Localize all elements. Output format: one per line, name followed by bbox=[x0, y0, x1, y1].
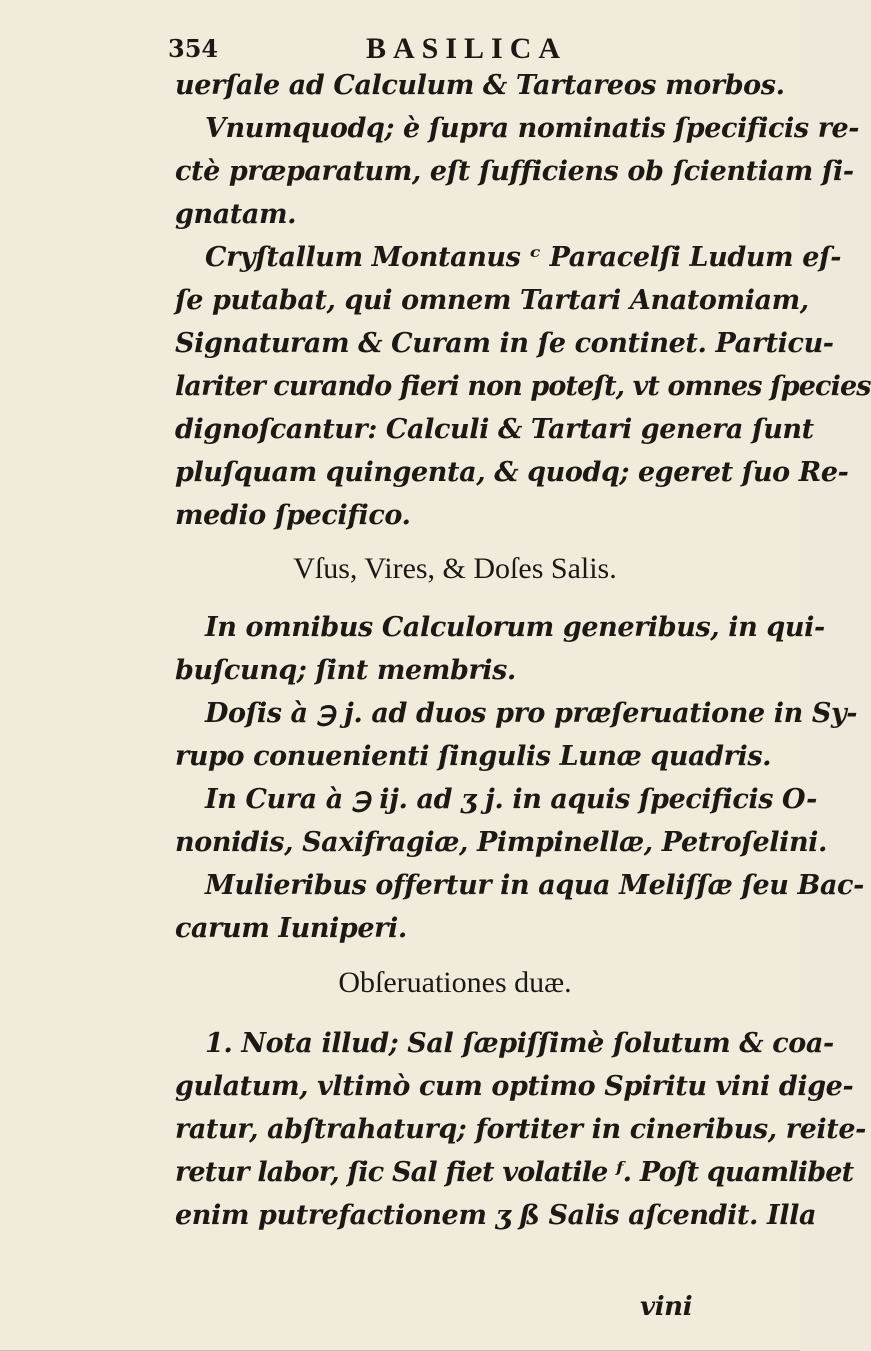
text-line: buſcunq; ſint membris. bbox=[175, 655, 516, 686]
text-line: dignoſcantur: Calculi & Tartari genera ſunt bbox=[175, 414, 814, 445]
running-title: BASILICA bbox=[366, 32, 568, 65]
text-line: Cryſtallum Montanus ᶜ Paracelſi Ludum eſ- bbox=[205, 242, 842, 273]
text-line: Vnumquodq; è ſupra nominatis ſpecificis re- bbox=[205, 113, 860, 144]
text-line: nonidis, Saxifragiæ, Pimpinellæ, Petroſelini. bbox=[175, 827, 828, 858]
text-line: lariter curando fieri non poteſt, vt omnes ſpecies bbox=[175, 371, 871, 402]
catchword: vini bbox=[640, 1292, 693, 1322]
text-line: pluſquam quingenta, & quodq; egeret ſuo Re- bbox=[175, 457, 849, 488]
text-line: Signaturam & Curam in ſe continet. Particu- bbox=[175, 328, 834, 359]
text-line: carum Iuniperi. bbox=[175, 913, 407, 944]
page-number: 354 bbox=[168, 34, 219, 63]
section-heading: Obſeruationes duæ. bbox=[338, 966, 572, 999]
text-line: ratur, abſtrahaturq; fortiter in cineribus, reite- bbox=[175, 1114, 866, 1145]
text-line: 1. Nota illud; Sal ſæpiſſimè ſolutum & coa- bbox=[205, 1028, 834, 1059]
page-header bbox=[0, 32, 800, 72]
section-heading: Vſus, Vires, & Doſes Salis. bbox=[293, 552, 617, 585]
text-line: ctè præparatum, eſt ſufficiens ob ſcientiam ſi- bbox=[175, 156, 854, 187]
text-line: Doſis à ℈ j. ad duos pro præſeruatione in Sy- bbox=[205, 698, 858, 729]
text-line: rupo conuenienti ſingulis Lunæ quadris. bbox=[175, 741, 772, 772]
text-line: uerſale ad Calculum & Tartareos morbos. bbox=[175, 70, 785, 101]
text-line: In omnibus Calculorum generibus, in qui- bbox=[205, 612, 825, 643]
text-line: gulatum, vltimò cum optimo Spiritu vini dige- bbox=[175, 1071, 854, 1102]
text-line: retur labor, ſic Sal fiet volatile ᶠ. Poſt quamlibet bbox=[175, 1157, 854, 1188]
text-line: medio ſpecifico. bbox=[175, 500, 411, 531]
text-line: enim putrefactionem ʒ ß Salis aſcendit. Illa bbox=[175, 1200, 817, 1231]
text-line: ſe putabat, qui omnem Tartari Anatomiam, bbox=[175, 285, 809, 316]
text-line: In Cura à ℈ ij. ad ʒ j. in aquis ſpecificis O- bbox=[205, 784, 817, 815]
text-line: gnatam. bbox=[175, 199, 297, 230]
text-line: Mulieribus offertur in aqua Meliſſæ ſeu Bac- bbox=[205, 870, 864, 901]
